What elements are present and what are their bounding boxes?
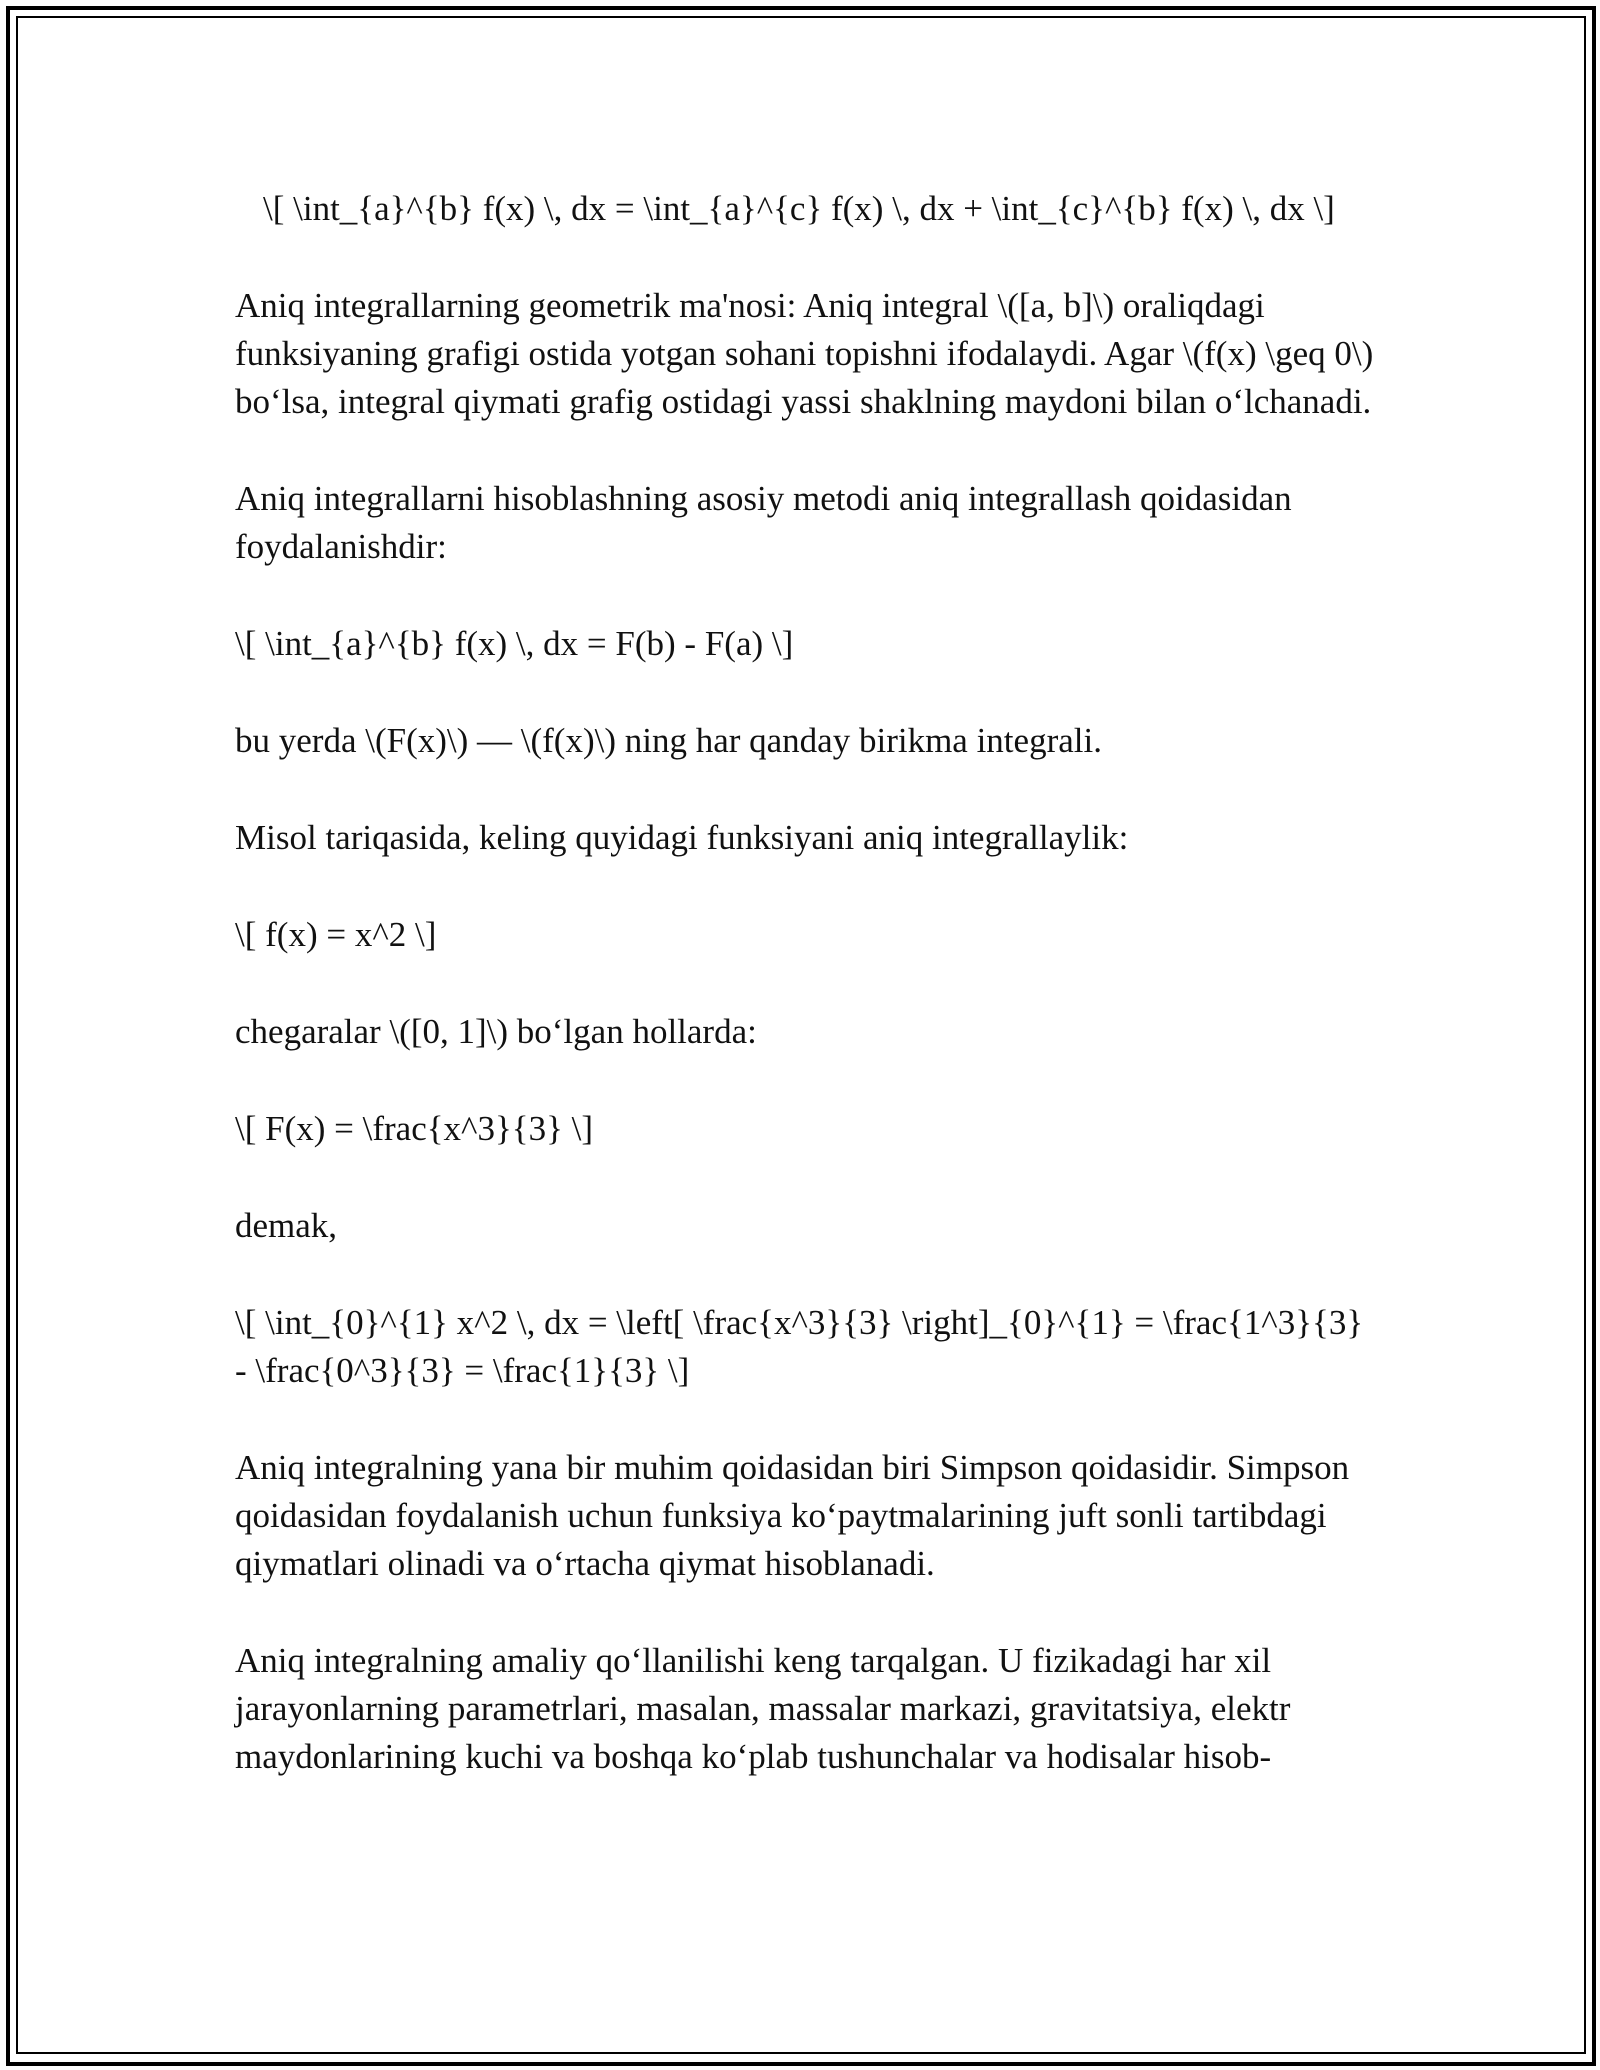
paragraph-example-intro: Misol tariqasida, keling quyidagi funksiyani aniq integrallaylik: <box>235 818 1129 857</box>
formula-example-result: \[ \int_{0}^{1} x^2 \, dx = \left[ \frac{x^3}{3} \right]_{0}^{1} = \frac{1^3}{3} - \frac{0^3}{3} = \frac{1}{3} \] <box>235 1303 1364 1390</box>
formula-function: \[ f(x) = x^2 \] <box>235 915 437 954</box>
paragraph-main-method: Aniq integrallarni hisoblashning asosiy metodi aniq integrallash qoidasidan foydalanishdir: <box>235 479 1292 566</box>
document-body <box>235 185 1375 1781</box>
paragraph-therefore: demak, <box>235 1206 338 1245</box>
paragraph-antiderivative-note: bu yerda \(F(x)\) — \(f(x)\) ning har qanday birikma integrali. <box>235 721 1102 760</box>
formula-newton-leibniz: \[ \int_{a}^{b} f(x) \, dx = F(b) - F(a) \] <box>235 624 794 663</box>
paragraph-bounds: chegaralar \([0, 1]\) bo‘lgan hollarda: <box>235 1012 757 1051</box>
paragraph-simpson-rule: Aniq integralning yana bir muhim qoidasidan biri Simpson qoidasidir. Simpson qoidasidan foydalanish uchun funksiya ko‘paytmalarining juft sonli tartibdagi qiymatlari olinadi va o‘rtacha qiymat hisoblanadi. <box>235 1448 1350 1583</box>
paragraph-geometric-meaning: Aniq integrallarning geometrik ma'nosi: Aniq integral \([a, b]\) oraliqdagi funksiyaning grafigi ostida yotgan sohani topishni ifodalaydi. Agar \(f(x) \geq 0\) bo‘lsa, integral qiymati grafig ostidagi yassi shaklning maydoni bilan o‘lchanadi. <box>235 286 1374 421</box>
paragraph-applications: Aniq integralning amaliy qo‘llanilishi keng tarqalgan. U fizikadagi har xil jarayonlarning parametrlari, masalan, massalar markazi, gravitatsiya, elektr maydonlarining kuchi va boshqa ko‘plab tushunchalar va hodisalar hisob- <box>235 1641 1291 1776</box>
formula-interval-additivity: \[ \int_{a}^{b} f(x) \, dx = \int_{a}^{c} f(x) \, dx + \int_{c}^{b} f(x) \, dx \] <box>263 189 1335 228</box>
formula-antiderivative: \[ F(x) = \frac{x^3}{3} \] <box>235 1109 593 1148</box>
